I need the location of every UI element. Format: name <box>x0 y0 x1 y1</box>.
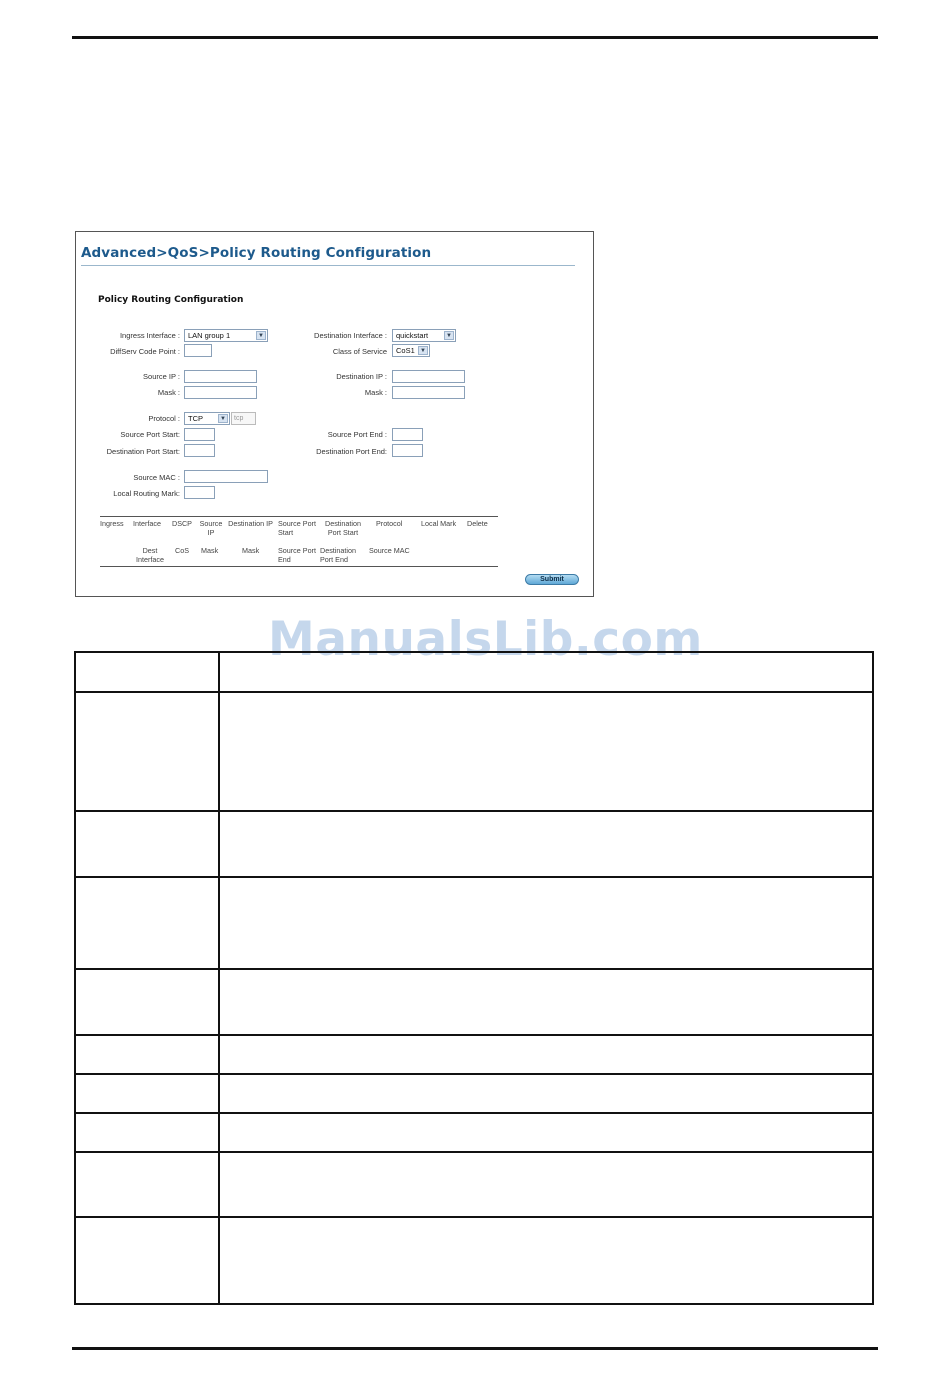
destination-interface-value: quickstart <box>396 331 429 340</box>
ingress-interface-label: Ingress Interface : <box>119 331 180 340</box>
column-header: Protocol <box>376 519 403 528</box>
description-table <box>74 651 874 1305</box>
ingress-interface-select[interactable] <box>184 329 268 342</box>
class-of-service-select[interactable] <box>392 344 430 357</box>
screenshot-panel <box>75 231 594 597</box>
source-mask-label: Mask : <box>157 388 180 397</box>
column-header: Delete <box>467 519 488 528</box>
top-rule <box>72 36 878 39</box>
column-header: Mask <box>201 546 219 555</box>
chevron-down-icon: ▼ <box>418 346 428 355</box>
source-mac-label: Source MAC : <box>133 473 180 482</box>
source-port-start-label: Source Port Start: <box>120 430 180 439</box>
row-divider <box>76 810 872 812</box>
local-routing-mark-label: Local Routing Mark: <box>113 489 180 498</box>
row-divider <box>76 1216 872 1218</box>
title-divider <box>81 265 575 266</box>
column-header: Destination IP <box>228 519 273 528</box>
column-header: Source Port End <box>278 546 316 564</box>
section-title: Policy Routing Configuration <box>98 295 244 305</box>
column-header: Ingress <box>100 519 124 528</box>
row-divider <box>76 1151 872 1153</box>
column-header: Source MAC <box>369 546 410 555</box>
destination-mask-label: Mask : <box>364 388 387 397</box>
column-header: CoS <box>175 546 189 555</box>
watermark: ManualsLib.com <box>268 612 703 667</box>
destination-mask-input[interactable] <box>392 386 465 399</box>
source-port-end-input[interactable] <box>392 428 423 441</box>
source-ip-input[interactable] <box>184 370 257 383</box>
row-divider <box>76 1112 872 1114</box>
class-of-service-label: Class of Service <box>332 347 387 356</box>
column-header: Destination Port Start <box>325 519 361 537</box>
column-header: Local Mark <box>421 519 457 528</box>
source-port-end-label: Source Port End : <box>327 430 387 439</box>
destination-ip-input[interactable] <box>392 370 465 383</box>
local-routing-mark-input[interactable] <box>184 486 215 499</box>
chevron-down-icon: ▼ <box>444 331 454 340</box>
column-header: DSCP <box>172 519 192 528</box>
bottom-rule <box>72 1347 878 1350</box>
destination-port-start-label: Destination Port Start: <box>106 447 180 456</box>
source-mac-input[interactable] <box>184 470 268 483</box>
chevron-down-icon: ▼ <box>218 414 228 423</box>
ingress-interface-value: LAN group 1 <box>188 331 231 340</box>
protocol-label: Protocol : <box>148 414 180 423</box>
column-header: Source IP <box>199 519 223 537</box>
source-mask-input[interactable] <box>184 386 257 399</box>
row-divider <box>76 691 872 693</box>
column-header: Mask <box>242 546 260 555</box>
submit-button[interactable]: Submit <box>525 574 579 585</box>
table-top-line <box>100 516 498 517</box>
column-header: Source Port Start <box>278 519 316 537</box>
row-divider <box>76 876 872 878</box>
column-divider <box>218 653 220 1303</box>
protocol-select[interactable] <box>184 412 230 425</box>
source-ip-label: Source IP : <box>143 372 180 381</box>
destination-interface-select[interactable] <box>392 329 456 342</box>
class-of-service-value: CoS1 <box>396 346 415 355</box>
row-divider <box>76 1034 872 1036</box>
page-title: Advanced>QoS>Policy Routing Configuration <box>81 245 432 261</box>
table-bottom-line <box>100 566 498 567</box>
diffserv-label: DiffServ Code Point : <box>110 347 180 356</box>
column-header: Destination Port End <box>320 546 356 564</box>
destination-port-end-label: Destination Port End: <box>316 447 387 456</box>
column-header: Interface <box>133 519 161 528</box>
destination-port-end-input[interactable] <box>392 444 423 457</box>
destination-interface-label: Destination Interface : <box>314 331 387 340</box>
source-port-start-input[interactable] <box>184 428 215 441</box>
destination-port-start-input[interactable] <box>184 444 215 457</box>
row-divider <box>76 968 872 970</box>
destination-ip-label: Destination IP : <box>336 372 387 381</box>
protocol-value: TCP <box>188 414 203 423</box>
diffserv-input[interactable] <box>184 344 212 357</box>
row-divider <box>76 1073 872 1075</box>
protocol-text-input[interactable]: tcp <box>231 412 256 425</box>
column-header: Dest Interface <box>136 546 164 564</box>
chevron-down-icon: ▼ <box>256 331 266 340</box>
